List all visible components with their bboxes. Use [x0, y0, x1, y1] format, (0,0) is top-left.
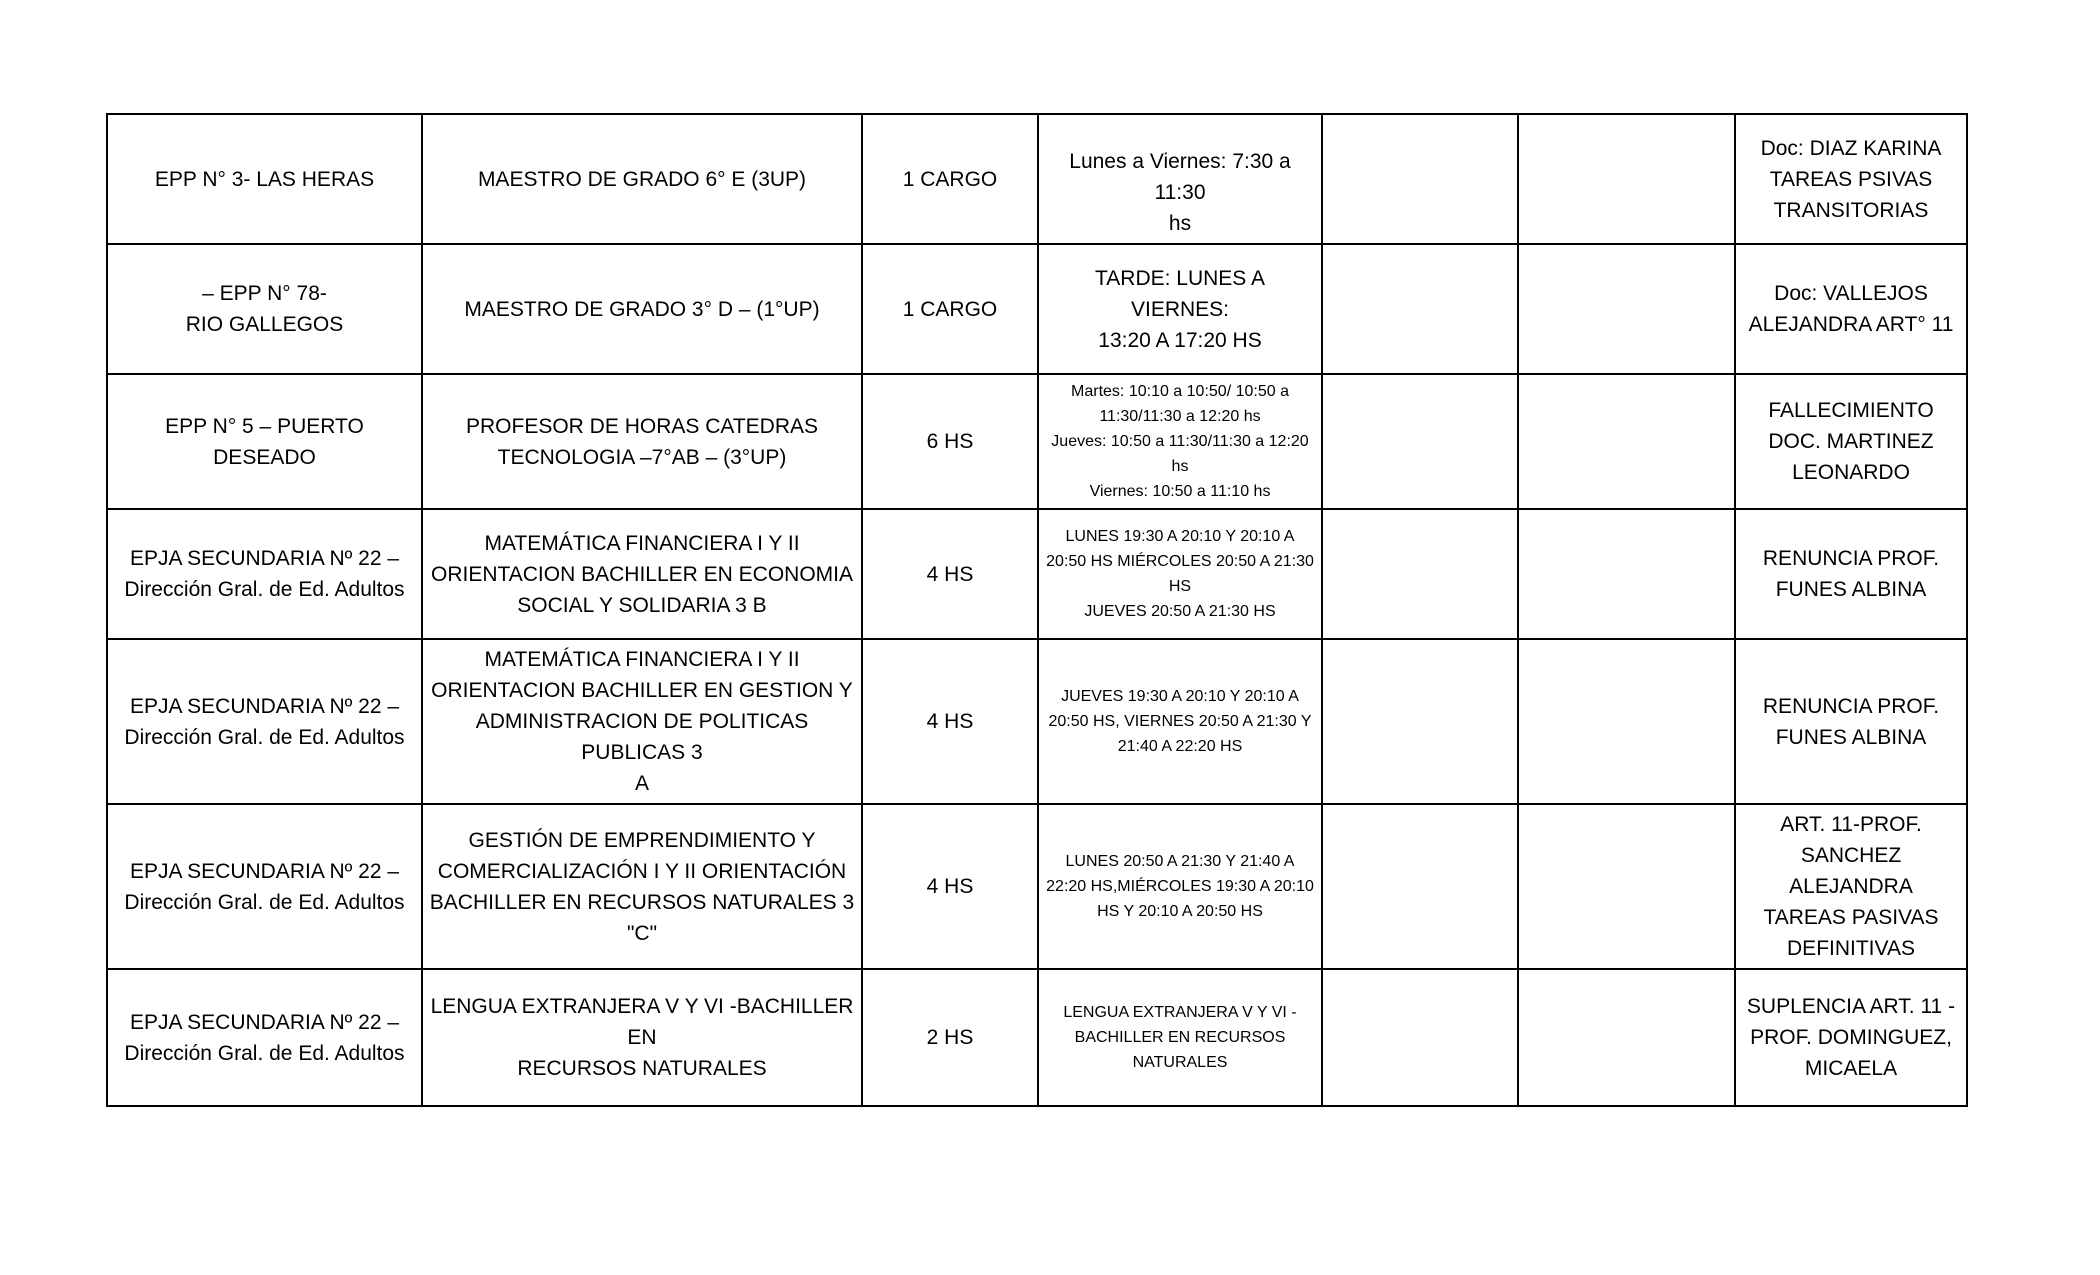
empty-cell [1518, 114, 1735, 244]
empty-cell [1518, 374, 1735, 509]
empty-cell [1518, 804, 1735, 969]
schedule-cell: JUEVES 19:30 A 20:10 Y 20:10 A 20:50 HS, VIERNES 20:50 A 21:30 Y 21:40 A 22:20 HS [1038, 639, 1322, 804]
school-cell: EPJA SECUNDARIA Nº 22 – Dirección Gral. de Ed. Adultos [107, 639, 422, 804]
amount-cell: 2 HS [862, 969, 1038, 1106]
schedule-cell: TARDE: LUNES A VIERNES: 13:20 A 17:20 HS [1038, 244, 1322, 374]
empty-cell [1518, 969, 1735, 1106]
amount-cell: 6 HS [862, 374, 1038, 509]
table-row [107, 804, 1967, 969]
amount-cell: 4 HS [862, 509, 1038, 639]
schedule-cell: LENGUA EXTRANJERA V Y VI - BACHILLER EN RECURSOS NATURALES [1038, 969, 1322, 1106]
reason-cell: RENUNCIA PROF. FUNES ALBINA [1735, 509, 1967, 639]
school-cell: EPJA SECUNDARIA Nº 22 – Dirección Gral. de Ed. Adultos [107, 509, 422, 639]
reason-cell: FALLECIMIENTO DOC. MARTINEZ LEONARDO [1735, 374, 1967, 509]
empty-cell [1322, 639, 1518, 804]
position-cell: GESTIÓN DE EMPRENDIMIENTO Y COMERCIALIZACIÓN I Y II ORIENTACIÓN BACHILLER EN RECURSOS NATURALES 3 "C" [422, 804, 862, 969]
empty-cell [1518, 639, 1735, 804]
position-cell: MATEMÁTICA FINANCIERA I Y II ORIENTACION BACHILLER EN GESTION Y ADMINISTRACION DE POLITICAS PUBLICAS 3 A [422, 639, 862, 804]
empty-cell [1518, 244, 1735, 374]
position-cell: MATEMÁTICA FINANCIERA I Y II ORIENTACION BACHILLER EN ECONOMIA SOCIAL Y SOLIDARIA 3 B [422, 509, 862, 639]
schedule-cell: Martes: 10:10 a 10:50/ 10:50 a 11:30/11:30 a 12:20 hs Jueves: 10:50 a 11:30/11:30 a 12:20 hs Viernes: 10:50 a 11:10 hs [1038, 374, 1322, 509]
position-cell: MAESTRO DE GRADO 3° D – (1°UP) [422, 244, 862, 374]
reason-cell: RENUNCIA PROF. FUNES ALBINA [1735, 639, 1967, 804]
table-row [107, 969, 1967, 1106]
empty-cell [1322, 509, 1518, 639]
table-body [107, 114, 1967, 1106]
reason-cell: Doc: VALLEJOS ALEJANDRA ART° 11 [1735, 244, 1967, 374]
amount-cell: 4 HS [862, 639, 1038, 804]
amount-cell: 4 HS [862, 804, 1038, 969]
schedule-cell: LUNES 19:30 A 20:10 Y 20:10 A 20:50 HS MIÉRCOLES 20:50 A 21:30 HS JUEVES 20:50 A 21:30 HS [1038, 509, 1322, 639]
empty-cell [1322, 969, 1518, 1106]
schedule-cell: LUNES 20:50 A 21:30 Y 21:40 A 22:20 HS,MIÉRCOLES 19:30 A 20:10 HS Y 20:10 A 20:50 HS [1038, 804, 1322, 969]
schedule-cell: Lunes a Viernes: 7:30 a 11:30 hs [1038, 114, 1322, 244]
table-row [107, 374, 1967, 509]
amount-cell: 1 CARGO [862, 114, 1038, 244]
table-row [107, 639, 1967, 804]
empty-cell [1518, 509, 1735, 639]
empty-cell [1322, 804, 1518, 969]
school-cell: EPJA SECUNDARIA Nº 22 – Dirección Gral. de Ed. Adultos [107, 969, 422, 1106]
position-cell: PROFESOR DE HORAS CATEDRAS TECNOLOGIA –7°AB – (3°UP) [422, 374, 862, 509]
school-cell: – EPP N° 78- RIO GALLEGOS [107, 244, 422, 374]
table-row [107, 114, 1967, 244]
position-cell: LENGUA EXTRANJERA V Y VI -BACHILLER EN RECURSOS NATURALES [422, 969, 862, 1106]
empty-cell [1322, 114, 1518, 244]
school-cell: EPP N° 3- LAS HERAS [107, 114, 422, 244]
vacancy-table [106, 113, 1968, 1107]
empty-cell [1322, 374, 1518, 509]
table-row [107, 509, 1967, 639]
amount-cell: 1 CARGO [862, 244, 1038, 374]
reason-cell: SUPLENCIA ART. 11 - PROF. DOMINGUEZ, MICAELA [1735, 969, 1967, 1106]
reason-cell: ART. 11-PROF. SANCHEZ ALEJANDRA TAREAS PASIVAS DEFINITIVAS [1735, 804, 1967, 969]
table-row [107, 244, 1967, 374]
position-cell: MAESTRO DE GRADO 6° E (3UP) [422, 114, 862, 244]
school-cell: EPP N° 5 – PUERTO DESEADO [107, 374, 422, 509]
empty-cell [1322, 244, 1518, 374]
school-cell: EPJA SECUNDARIA Nº 22 – Dirección Gral. de Ed. Adultos [107, 804, 422, 969]
reason-cell: Doc: DIAZ KARINA TAREAS PSIVAS TRANSITORIAS [1735, 114, 1967, 244]
